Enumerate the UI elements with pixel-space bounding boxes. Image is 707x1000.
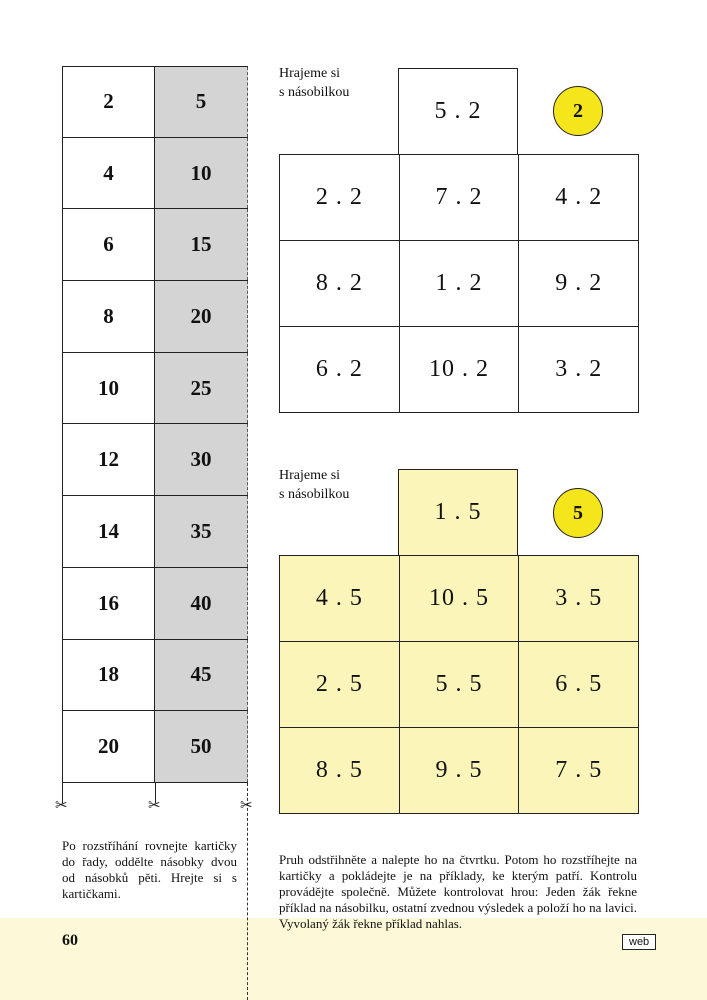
exercise-card: 4 . 2 <box>518 154 639 241</box>
exercise-card: 7 . 2 <box>399 154 520 241</box>
multiples-strip <box>62 66 248 783</box>
strip-row <box>62 66 248 138</box>
strip-row <box>62 138 248 210</box>
multiple-of-five-card: 40 <box>155 568 248 639</box>
multiple-of-five-card: 50 <box>155 711 248 782</box>
exercise-card: 1 . 2 <box>399 240 520 327</box>
multiple-of-two-card: 14 <box>62 496 155 567</box>
multiple-of-two-card: 16 <box>62 568 155 639</box>
scissors-icon: ✂ <box>240 798 253 814</box>
multiple-of-two-card: 12 <box>62 424 155 495</box>
badge-two: 2 <box>553 86 603 136</box>
multiple-of-five-card: 20 <box>155 281 248 352</box>
exercise-card: 8 . 2 <box>279 240 400 327</box>
game-title-line2: s násobilkou <box>279 487 350 502</box>
strip-row <box>62 496 248 568</box>
badge-five: 5 <box>553 488 603 538</box>
multiple-of-two-card: 8 <box>62 281 155 352</box>
exercise-card: 9 . 2 <box>518 240 639 327</box>
multiple-of-five-card: 5 <box>155 67 248 137</box>
strip-row <box>62 640 248 712</box>
multiple-of-five-card: 25 <box>155 353 248 424</box>
top-card: 1 . 5 <box>398 469 518 555</box>
exercise-card: 5 . 5 <box>399 641 520 728</box>
multiple-of-two-card: 4 <box>62 138 155 209</box>
scissors-icon: ✂ <box>55 798 68 814</box>
web-badge[interactable]: web <box>622 934 656 950</box>
multiple-of-five-card: 30 <box>155 424 248 495</box>
strip-row <box>62 281 248 353</box>
exercise-card: 2 . 5 <box>279 641 400 728</box>
exercise-card: 8 . 5 <box>279 727 400 814</box>
multiple-of-two-card: 10 <box>62 353 155 424</box>
multiple-of-five-card: 45 <box>155 640 248 711</box>
strip-row <box>62 568 248 640</box>
note-right: Pruh odstřihněte a nalepte ho na čtvrtku. Potom ho rozstříhejte na kartičky a pokládejte je na příklady, ke kterým patří. Kontrolu provádějte společně. Můžete kontrolovat hrou: Jeden žák řekne příklad na násobilku, ostatní zvednou výsledek a položí ho na lavici. Vyvolaný žák řekne příklad nahlas. <box>279 852 637 931</box>
exercise-card: 6 . 5 <box>518 641 639 728</box>
exercise-card: 3 . 2 <box>518 326 639 413</box>
cut-line-right <box>247 783 248 1000</box>
game-title <box>279 64 349 102</box>
multiple-of-two-card: 6 <box>62 209 155 280</box>
note-left: Po rozstříhání rovnejte kartičky do řady, oddělte násobky dvou od násobků pěti. Hrejte si s kartičkami. <box>62 838 237 901</box>
multiple-of-two-card: 20 <box>62 711 155 782</box>
exercise-card: 9 . 5 <box>399 727 520 814</box>
exercise-card: 6 . 2 <box>279 326 400 413</box>
strip-row <box>62 711 248 783</box>
strip-row <box>62 209 248 281</box>
exercise-card: 10 . 5 <box>399 555 520 642</box>
exercise-card: 10 . 2 <box>399 326 520 413</box>
exercise-card: 7 . 5 <box>518 727 639 814</box>
exercise-card: 4 . 5 <box>279 555 400 642</box>
multiple-of-two-card: 2 <box>62 67 155 137</box>
multiple-of-two-card: 18 <box>62 640 155 711</box>
multiple-of-five-card: 10 <box>155 138 248 209</box>
game-title <box>279 466 349 504</box>
multiple-of-five-card: 35 <box>155 496 248 567</box>
exercise-card: 3 . 5 <box>518 555 639 642</box>
scissors-icon: ✂ <box>148 798 161 814</box>
top-card: 5 . 2 <box>398 68 518 154</box>
game-title-line1: Hrajeme si <box>279 468 341 483</box>
strip-row <box>62 353 248 425</box>
strip-row <box>62 424 248 496</box>
multiple-of-five-card: 15 <box>155 209 248 280</box>
exercise-card: 2 . 2 <box>279 154 400 241</box>
game-title-line2: s násobilkou <box>279 85 350 100</box>
page-number: 60 <box>62 932 78 949</box>
game-title-line1: Hrajeme si <box>279 66 341 81</box>
